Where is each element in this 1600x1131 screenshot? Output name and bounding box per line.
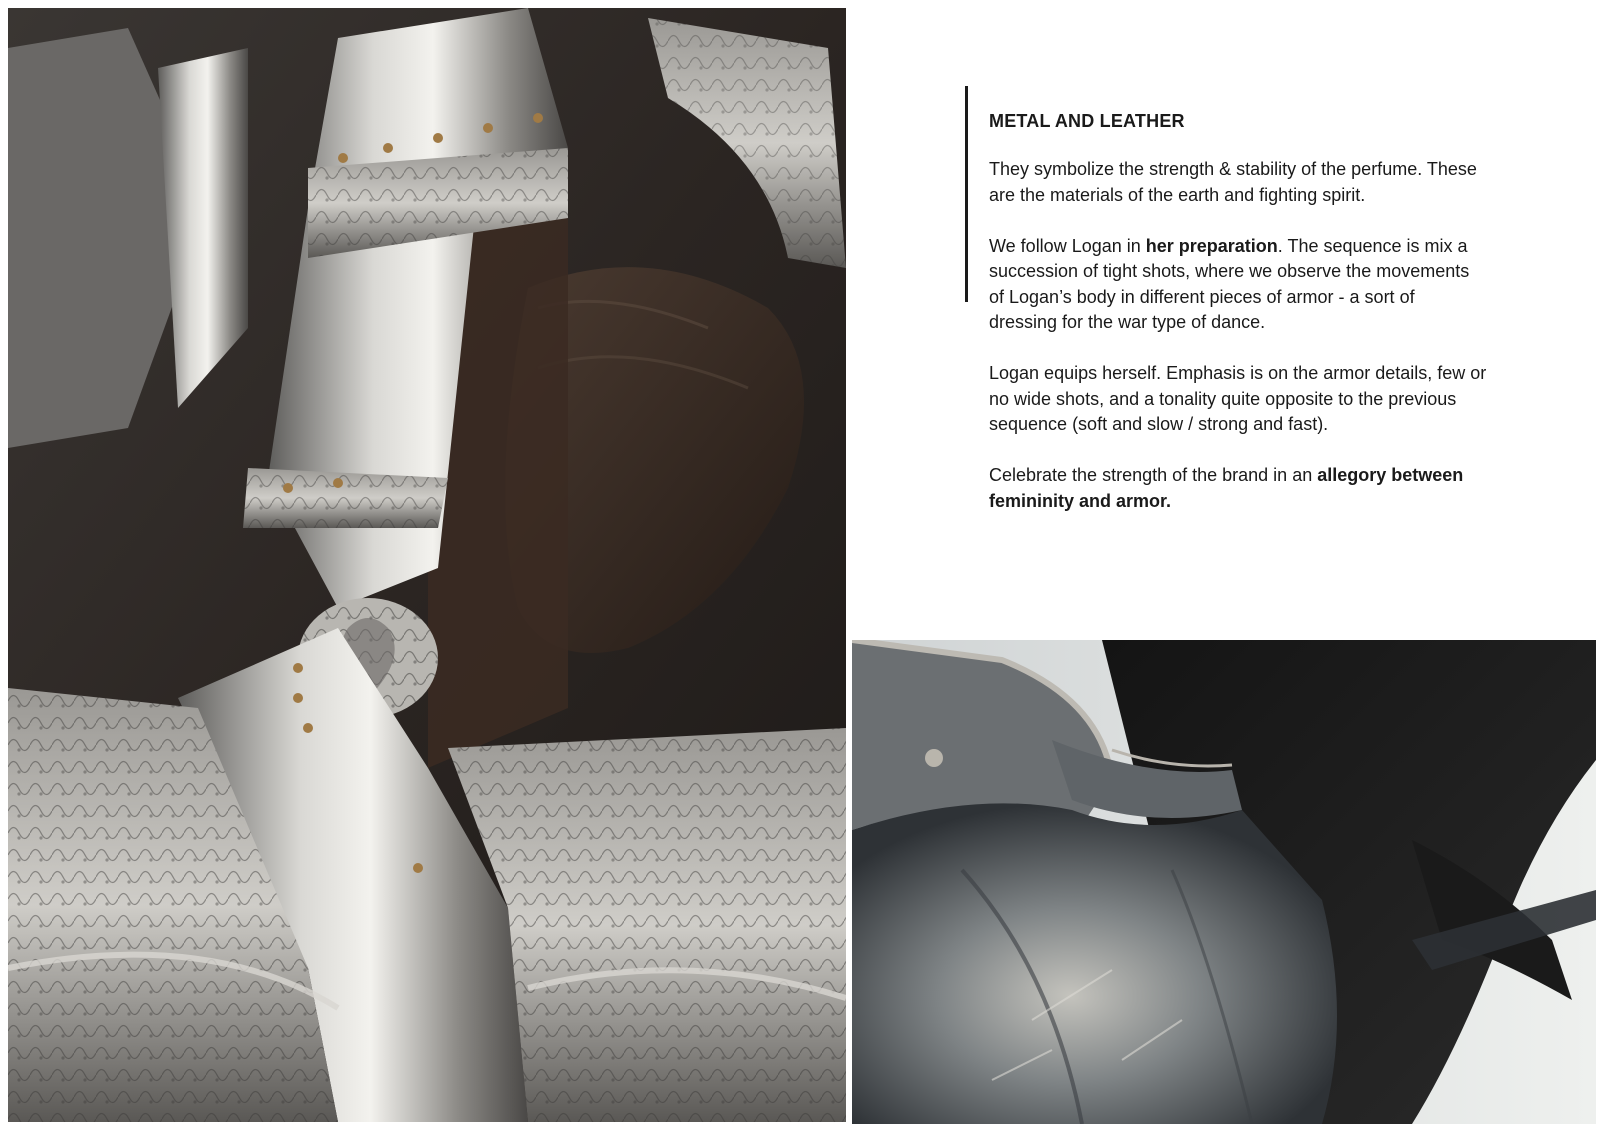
breastplate-illustration — [852, 640, 1596, 1124]
paragraph-preparation-emphasis: her preparation — [1145, 235, 1278, 256]
paragraph-celebrate-emphasis: allegory between femininity and armor. — [989, 465, 1464, 511]
breastplate-photo — [852, 640, 1596, 1124]
paragraph-symbolism: They symbolize the strength & stability of the perfume. These are the materials of the earth and fighting spirit. — [989, 159, 1477, 205]
armor-detail-photo — [8, 8, 846, 1122]
paragraph-equips: Logan equips herself. Emphasis is on the armor details, few or no wide shots, and a tonality quite opposite to the previous sequence (soft and slow / strong and fast). — [989, 363, 1487, 434]
paragraph-preparation-intro: We follow Logan in — [989, 235, 1146, 256]
paragraph-celebrate — [989, 463, 1487, 514]
paragraph-preparation-rest: . The sequence is mix a succession of tight shots, where we observe the movements of Logan’s body in different pieces of armor - a sort of dressing for the war type of dance. — [989, 235, 1470, 332]
armor-detail-illustration — [8, 8, 846, 1122]
section-heading: METAL AND LEATHER — [989, 111, 1185, 131]
paragraph-preparation — [989, 234, 1487, 336]
text-block — [967, 86, 1487, 540]
paragraph-celebrate-intro: Celebrate the strength of the brand in an — [989, 465, 1318, 485]
